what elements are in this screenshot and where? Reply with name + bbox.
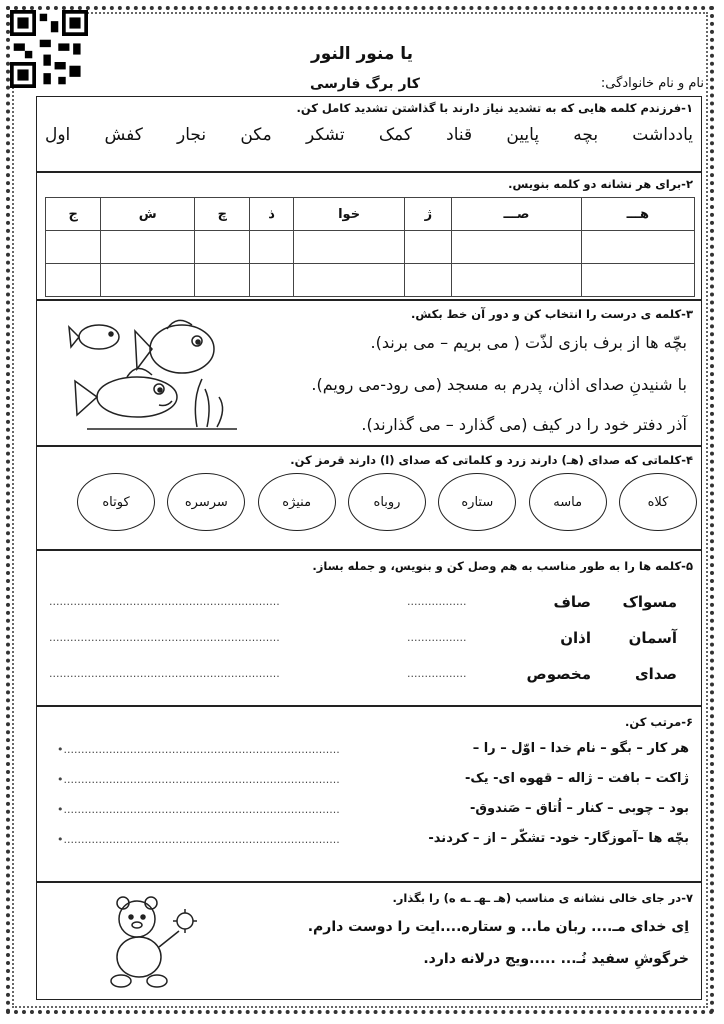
- answer-cell[interactable]: [405, 264, 452, 297]
- oval-word-list: [77, 473, 697, 543]
- name-field-label: نام و نام خانوادگی:: [600, 76, 704, 91]
- question-4-section: [36, 446, 702, 550]
- answer-cell[interactable]: [293, 264, 405, 297]
- answer-cell[interactable]: [101, 264, 195, 297]
- table-header-cell: ش: [101, 198, 195, 231]
- answer-dots[interactable]: .................: [407, 667, 467, 680]
- table-header-cell: ذ: [250, 198, 293, 231]
- answer-cell[interactable]: [46, 264, 101, 297]
- answer-cell[interactable]: [405, 231, 452, 264]
- page-title: یا منور النور: [310, 44, 414, 64]
- answer-dots[interactable]: •...............................................................................: [57, 773, 340, 786]
- question-7-prompt: ۷-در جای خالی نشانه ی مناسب (هـ ـهـ ـه ه) را بگذار.: [392, 891, 693, 905]
- right-word: آسمان: [628, 629, 677, 647]
- sentence-dots[interactable]: ..................................................................: [49, 631, 280, 644]
- table-header-cell: خوا: [293, 198, 405, 231]
- question-3-section: [36, 300, 702, 446]
- sentence-2: با شنیدنِ صدای اذان، پدرم به مسجد (می رود-می رویم).: [311, 375, 687, 394]
- sentence-dots[interactable]: ..................................................................: [49, 595, 280, 608]
- question-2-prompt: ۲-برای هر نشانه دو کلمه بنویس.: [508, 177, 693, 191]
- answer-cell[interactable]: [293, 231, 405, 264]
- oval-word[interactable]: کوتاه: [77, 473, 155, 531]
- question-4-prompt: ۴-کلماتی که صدای (هـ) دارند زرد و کلماتی که صدای (ا) دارند قرمز کن.: [290, 453, 693, 467]
- answer-cell[interactable]: [46, 231, 101, 264]
- answer-dots[interactable]: .................: [407, 595, 467, 608]
- answer-dots[interactable]: .................: [407, 631, 467, 644]
- question-1-prompt: ۱-فرزندم کلمه هایی که به تشدید نیاز دارند با گذاشتن تشدید کامل کن.: [296, 101, 693, 115]
- left-word: صاف: [553, 593, 591, 611]
- right-word: صدای: [634, 665, 677, 683]
- word-item: یادداشت: [632, 125, 693, 145]
- word-item: بچه: [573, 125, 599, 145]
- answer-cell[interactable]: [195, 264, 250, 297]
- sentence-dots[interactable]: ..................................................................: [49, 667, 280, 680]
- answer-cell[interactable]: [452, 264, 581, 297]
- table-header-cell: صـــ: [452, 198, 581, 231]
- fish-illustration-icon: [67, 309, 247, 437]
- oval-word[interactable]: روباه: [348, 473, 426, 531]
- letters-table: [45, 197, 695, 297]
- oval-word[interactable]: ستاره: [438, 473, 516, 531]
- word-item: نجار: [177, 125, 207, 145]
- question-7-section: [36, 882, 702, 1000]
- left-word: اذان: [560, 629, 591, 647]
- table-header-cell: چ: [195, 198, 250, 231]
- answer-dots[interactable]: •...............................................................................: [57, 743, 340, 756]
- word-item: قناد: [446, 125, 473, 145]
- question-5-prompt: ۵-کلمه ها را به طور مناسب به هم وصل کن و بنویس، و جمله بساز.: [312, 559, 693, 573]
- answer-dots[interactable]: •...............................................................................: [57, 833, 340, 846]
- worksheet-subtitle: کار برگ فارسی: [310, 76, 420, 92]
- answer-cell[interactable]: [250, 264, 293, 297]
- word-item: کفش: [104, 125, 143, 145]
- right-word: مسواک: [622, 593, 677, 611]
- oval-word[interactable]: سرسره: [167, 473, 245, 531]
- scrambled-row: بود – چوبی – کنار – اُتاق – صَندوق-: [469, 801, 689, 816]
- table-header-cell: ژ: [405, 198, 452, 231]
- answer-dots[interactable]: •...............................................................................: [57, 803, 340, 816]
- left-word: مخصوص: [526, 665, 591, 683]
- oval-word[interactable]: کلاه: [619, 473, 697, 531]
- word-item: اول: [45, 125, 71, 145]
- question-5-section: [36, 550, 702, 706]
- word-item: پایین: [506, 125, 540, 145]
- question-1-word-list: [45, 125, 693, 145]
- scrambled-row: ژاکت – بافت – ژاله – قهوه ای- یک-: [465, 771, 689, 786]
- sentence-1: بچّه ها از برف بازی لذّت ( می بریم – می برند).: [370, 333, 687, 352]
- answer-cell[interactable]: [195, 231, 250, 264]
- answer-cell[interactable]: [581, 231, 694, 264]
- word-item: تشکر: [305, 125, 345, 145]
- scrambled-row: هر کار – بگو – نام خدا – اوّل – را –: [472, 741, 689, 756]
- word-item: کمک: [378, 125, 412, 145]
- question-1-section: [36, 96, 702, 172]
- table-header-cell: ج: [46, 198, 101, 231]
- answer-cell[interactable]: [452, 231, 581, 264]
- answer-cell[interactable]: [581, 264, 694, 297]
- table-header-cell: هـــ: [581, 198, 694, 231]
- fill-blank-line: خرگوشِ سفید نُـ... .....ویج درلانه دارد.: [423, 951, 689, 967]
- oval-word[interactable]: ماسه: [529, 473, 607, 531]
- question-6-prompt: ۶-مرتب کن.: [625, 715, 693, 729]
- fill-blank-line: اِی خدای مـ.... ربان ما... و ستاره....ایت را دوست دارم.: [307, 919, 689, 935]
- question-6-section: [36, 706, 702, 882]
- scrambled-row: بچّه ها –آموزگار- خود- تشکّر – از – کردند-: [428, 831, 689, 846]
- word-item: مکن: [240, 125, 272, 145]
- answer-cell[interactable]: [250, 231, 293, 264]
- oval-word[interactable]: منیژه: [258, 473, 336, 531]
- sentence-3: آذر دفتر خود را در کیف (می گذارد – می گذارند).: [361, 415, 687, 434]
- question-3-prompt: ۳-کلمه ی درست را انتخاب کن و دور آن خط بکش.: [411, 307, 693, 321]
- answer-cell[interactable]: [101, 231, 195, 264]
- teddy-bear-illustration-icon: [97, 891, 207, 991]
- question-2-section: [36, 172, 702, 300]
